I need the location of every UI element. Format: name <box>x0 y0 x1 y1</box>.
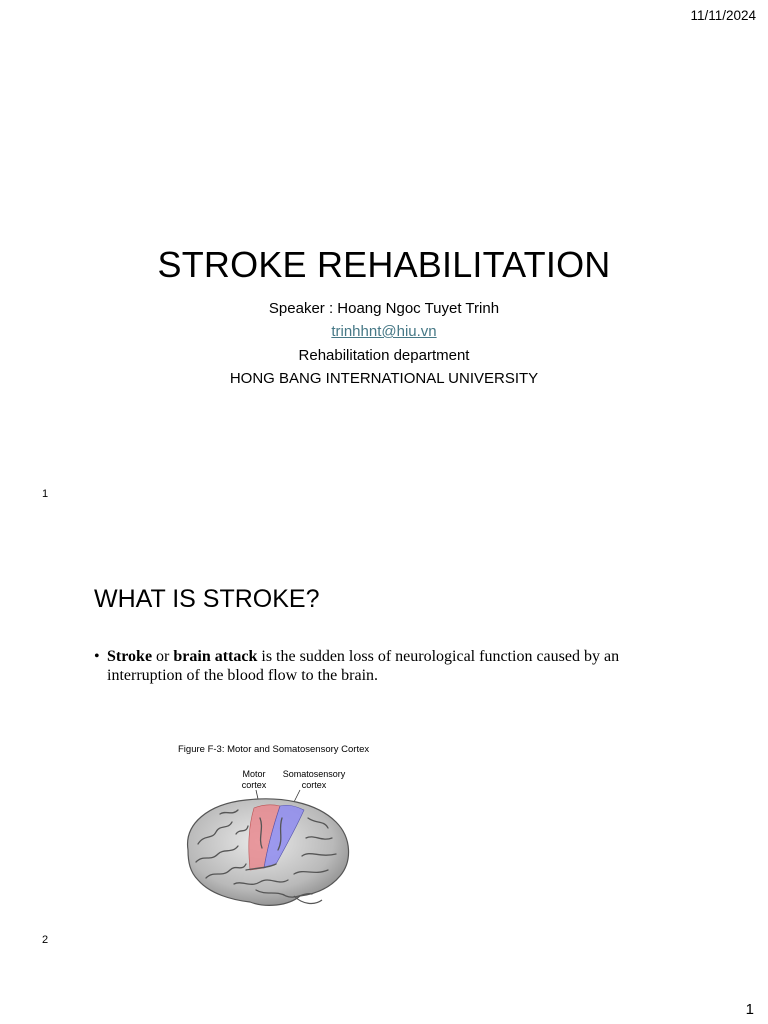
bullet-marker: • <box>94 648 100 665</box>
brain-illustration <box>176 784 356 910</box>
page-number: 1 <box>745 1001 754 1018</box>
slide-number-2: 2 <box>42 934 49 946</box>
bullet-text <box>107 647 684 685</box>
bullet-connector: or <box>152 648 174 665</box>
email-link[interactable]: trinhhnt@hiu.vn <box>331 323 437 340</box>
university-line: HONG BANG INTERNATIONAL UNIVERSITY <box>229 370 539 387</box>
speaker-line: Speaker : Hoang Ngoc Tuyet Trinh <box>268 300 500 317</box>
term-stroke: Stroke <box>107 648 153 665</box>
department-line: Rehabilitation department <box>298 347 470 364</box>
slide-number-1: 1 <box>42 488 49 500</box>
slide2-title: WHAT IS STROKE? <box>94 585 320 613</box>
term-brain-attack: brain attack <box>173 648 258 665</box>
label-motor-cortex: Motor cortex <box>241 769 267 790</box>
definition-bullet <box>94 647 684 685</box>
slide1-title: STROKE REHABILITATION <box>157 244 611 285</box>
bullet-rest: is the sudden loss of neurological function caused by an interruption of the blood flow to the brain. <box>107 648 620 684</box>
figure-caption: Figure F-3: Motor and Somatosensory Cortex <box>178 744 370 755</box>
print-date: 11/11/2024 <box>690 8 756 23</box>
label-somatosensory-cortex: Somatosensory cortex <box>282 769 346 790</box>
